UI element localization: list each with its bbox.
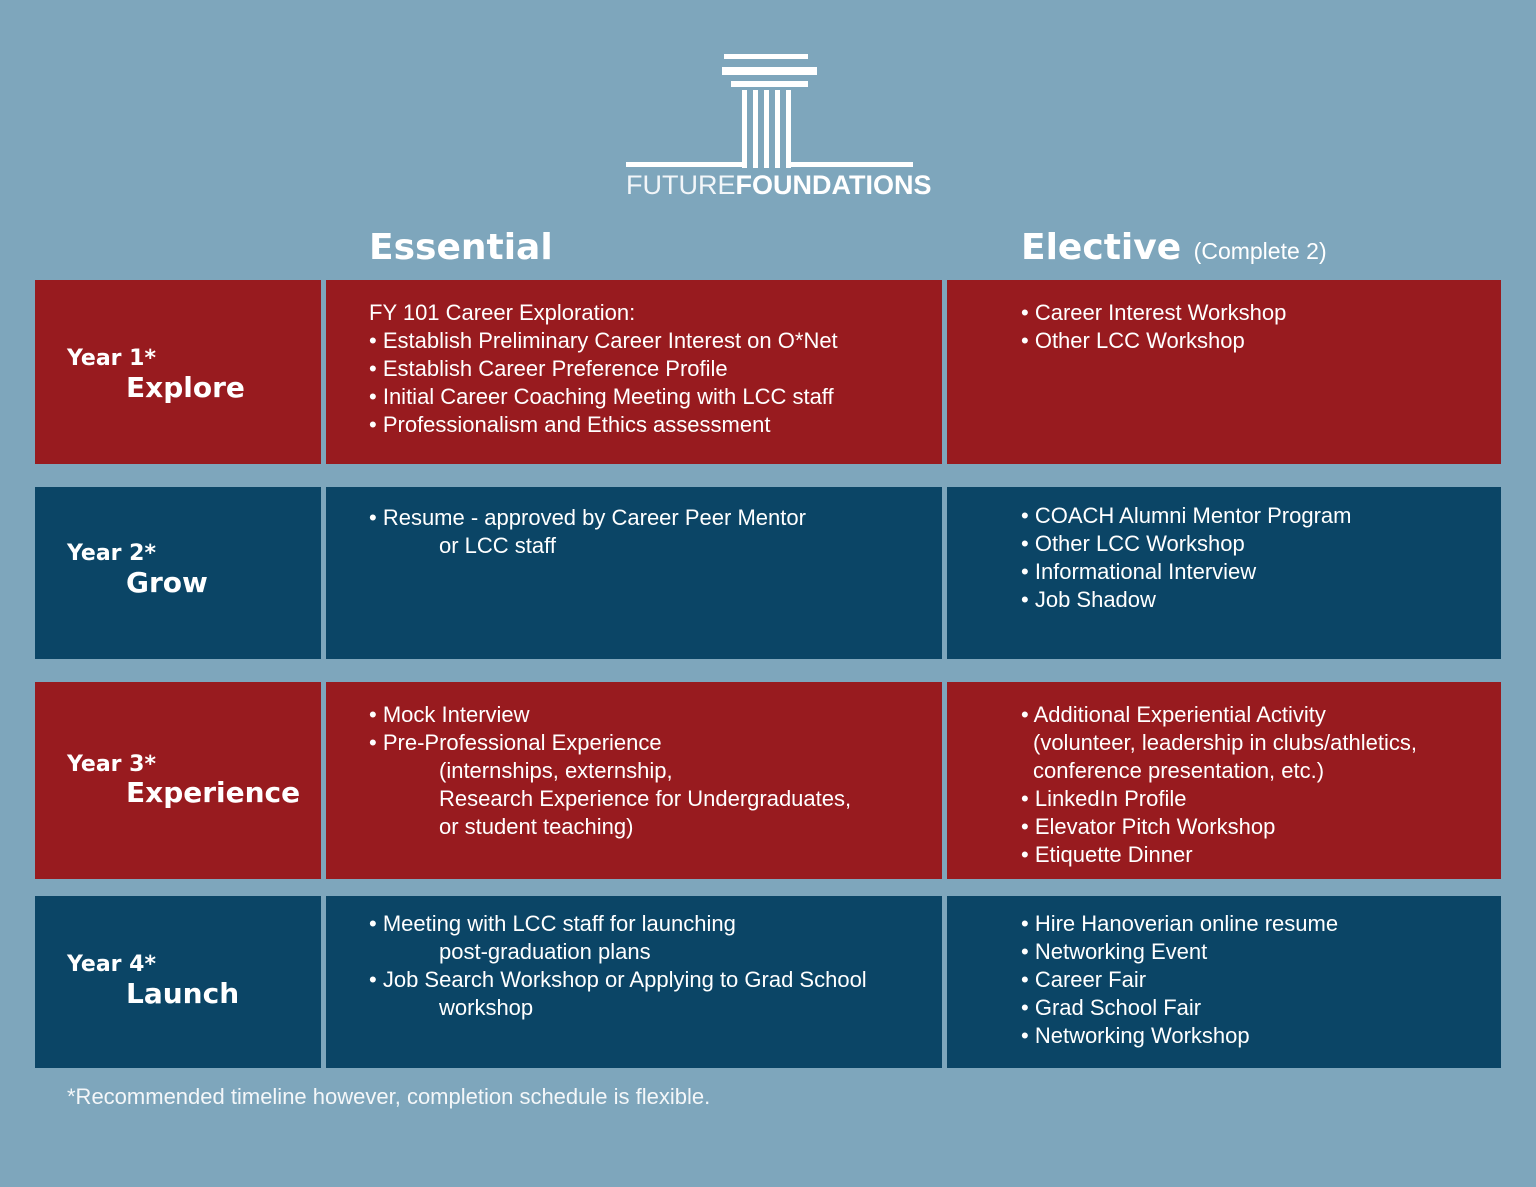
list-item: • Professionalism and Ethics assessment (369, 411, 838, 439)
list-item: • Informational Interview (1021, 558, 1351, 586)
year-3-stage: Experience (126, 776, 301, 809)
list-item: • Establish Career Preference Profile (369, 355, 838, 383)
year-3-elective-cell (947, 682, 1501, 879)
elective-header (1021, 226, 1327, 273)
year-1-elective-cell (947, 280, 1501, 464)
list-item: • Initial Career Coaching Meeting with LCC staff (369, 383, 838, 411)
list-item: (volunteer, leadership in clubs/athletics, (1033, 730, 1417, 755)
list-item: • Etiquette Dinner (1021, 841, 1417, 869)
list-item: • LinkedIn Profile (1021, 785, 1417, 813)
list-item: or LCC staff (439, 533, 556, 558)
list-item: post-graduation plans (439, 939, 651, 964)
list-item: FY 101 Career Exploration: (369, 300, 636, 325)
year-2-essential-cell (326, 487, 942, 659)
list-item: • Hire Hanoverian online resume (1021, 910, 1338, 938)
essential-header-label: Essential (369, 227, 553, 268)
logo-text-thin: FUTURE (626, 170, 736, 200)
year-4-essential-cell (326, 896, 942, 1068)
year-2-label: Year 2* (67, 541, 156, 566)
footnote: *Recommended timeline however, completion schedule is flexible. (67, 1084, 711, 1109)
year-1-stage: Explore (126, 371, 245, 404)
list-item: or student teaching) (439, 814, 634, 839)
year-4-label: Year 4* (67, 952, 156, 977)
year-4-elective-list (1021, 910, 1338, 1050)
year-1-label: Year 1* (67, 346, 156, 371)
list-item: • Other LCC Workshop (1021, 530, 1351, 558)
logo-text-bold: FOUNDATIONS (735, 170, 932, 200)
list-item: • Career Interest Workshop (1021, 299, 1286, 327)
year-4-stage: Launch (126, 977, 240, 1010)
year-3-label: Year 3* (67, 752, 156, 777)
year-1-essential-cell (326, 280, 942, 464)
year-4-elective-cell (947, 896, 1501, 1068)
list-item: • Mock Interview (369, 701, 851, 729)
year-3-elective-list (1021, 701, 1417, 869)
list-item: • Other LCC Workshop (1021, 327, 1286, 355)
elective-header-label: Elective (1021, 227, 1182, 268)
list-item: • Meeting with LCC staff for launching (369, 910, 867, 938)
list-item: • Resume - approved by Career Peer Mentor (369, 504, 806, 532)
list-item: • Establish Preliminary Career Interest on O*Net (369, 327, 838, 355)
list-item: • Networking Event (1021, 938, 1338, 966)
list-item: • Career Fair (1021, 966, 1338, 994)
elective-header-note: (Complete 2) (1193, 238, 1327, 264)
column-pillar-icon (626, 52, 916, 172)
year-2-elective-list (1021, 502, 1351, 614)
year-4-cell (35, 896, 321, 1068)
year-3-cell (35, 682, 321, 879)
list-item: • COACH Alumni Mentor Program (1021, 502, 1351, 530)
year-2-elective-cell (947, 487, 1501, 659)
list-item: Research Experience for Undergraduates, (439, 786, 852, 811)
list-item: • Job Shadow (1021, 586, 1351, 614)
logo-wordmark (626, 170, 932, 200)
year-2-essential-list (369, 504, 806, 560)
list-item: conference presentation, etc.) (1033, 758, 1325, 783)
list-item: • Additional Experiential Activity (1021, 701, 1417, 729)
list-item: • Networking Workshop (1021, 1022, 1338, 1050)
essential-header (369, 226, 553, 270)
list-item: • Pre-Professional Experience (369, 729, 851, 757)
year-1-elective-list (1021, 299, 1286, 355)
year-3-essential-cell (326, 682, 942, 879)
list-item: (internships, externship, (439, 758, 673, 783)
year-2-stage: Grow (126, 566, 208, 599)
year-3-essential-list (369, 701, 851, 841)
year-4-essential-list (369, 910, 867, 1022)
year-1-cell (35, 280, 321, 464)
list-item: • Grad School Fair (1021, 994, 1338, 1022)
list-item: workshop (439, 995, 534, 1020)
list-item: • Job Search Workshop or Applying to Grad School (369, 966, 867, 994)
year-2-cell (35, 487, 321, 659)
future-foundations-logo (626, 52, 932, 202)
year-1-essential-list (369, 299, 838, 439)
list-item: • Elevator Pitch Workshop (1021, 813, 1417, 841)
